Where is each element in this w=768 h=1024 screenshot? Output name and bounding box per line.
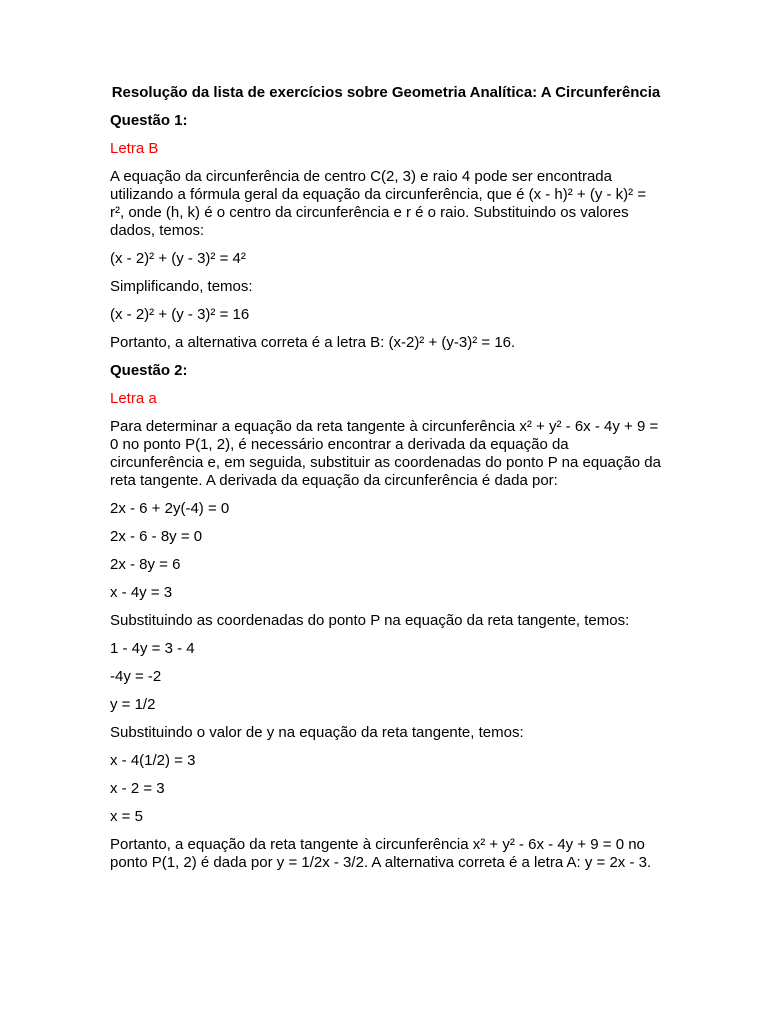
q2-paragraph: Substituindo as coordenadas do ponto P na equação da reta tangente, temos:: [110, 612, 630, 629]
q1-paragraph: Simplificando, temos:: [110, 278, 253, 295]
q2-equation: 1 - 4y = 3 - 4: [110, 640, 195, 657]
question-2-answer: Letra a: [110, 390, 157, 407]
q1-paragraph: A equação da circunferência de centro C(2, 3) e raio 4 pode ser encontrada utilizando a fórmula geral da equação da circunferência, que é (x - h)² + (y - k)² = r², onde (h, k) é o centro da circunferência e r é o raio. Substituindo os valores dados, temos:: [110, 168, 647, 239]
question-2-heading: Questão 2:: [110, 362, 188, 379]
q2-equation: x = 5: [110, 808, 143, 825]
question-1-answer: Letra B: [110, 140, 159, 157]
q2-equation: -4y = -2: [110, 668, 162, 685]
q1-equation: (x - 2)² + (y - 3)² = 16: [110, 306, 250, 323]
question-1-heading: Questão 1:: [110, 112, 188, 129]
q2-equation: x - 4y = 3: [110, 584, 173, 601]
q2-paragraph: Para determinar a equação da reta tangente à circunferência x² + y² - 6x - 4y + 9 = 0 no ponto P(1, 2), é necessário encontrar a derivada da equação da circunferência e, em seguida, substituir as coordenadas do ponto P na equação da reta tangente. A derivada da equação da circunferência é dada por:: [110, 418, 661, 489]
q2-equation: x - 4(1/2) = 3: [110, 752, 196, 769]
q1-conclusion: Portanto, a alternativa correta é a letra B: (x-2)² + (y-3)² = 16.: [110, 334, 516, 351]
q2-paragraph: Substituindo o valor de y na equação da reta tangente, temos:: [110, 724, 524, 741]
q2-equation: 2x - 6 + 2y(-4) = 0: [110, 500, 230, 517]
q2-equation: x - 2 = 3: [110, 780, 165, 797]
q1-equation: (x - 2)² + (y - 3)² = 4²: [110, 250, 246, 267]
q2-equation: y = 1/2: [110, 696, 156, 713]
q2-conclusion: Portanto, a equação da reta tangente à circunferência x² + y² - 6x - 4y + 9 = 0 no ponto P(1, 2) é dada por y = 1/2x - 3/2. A alternativa correta é a letra A: y = 2x - 3.: [110, 836, 652, 871]
q2-equation: 2x - 6 - 8y = 0: [110, 528, 203, 545]
document-page: [110, 84, 662, 882]
q2-equation: 2x - 8y = 6: [110, 556, 181, 573]
document-title: Resolução da lista de exercícios sobre Geometria Analítica: A Circunferência: [111, 84, 661, 101]
